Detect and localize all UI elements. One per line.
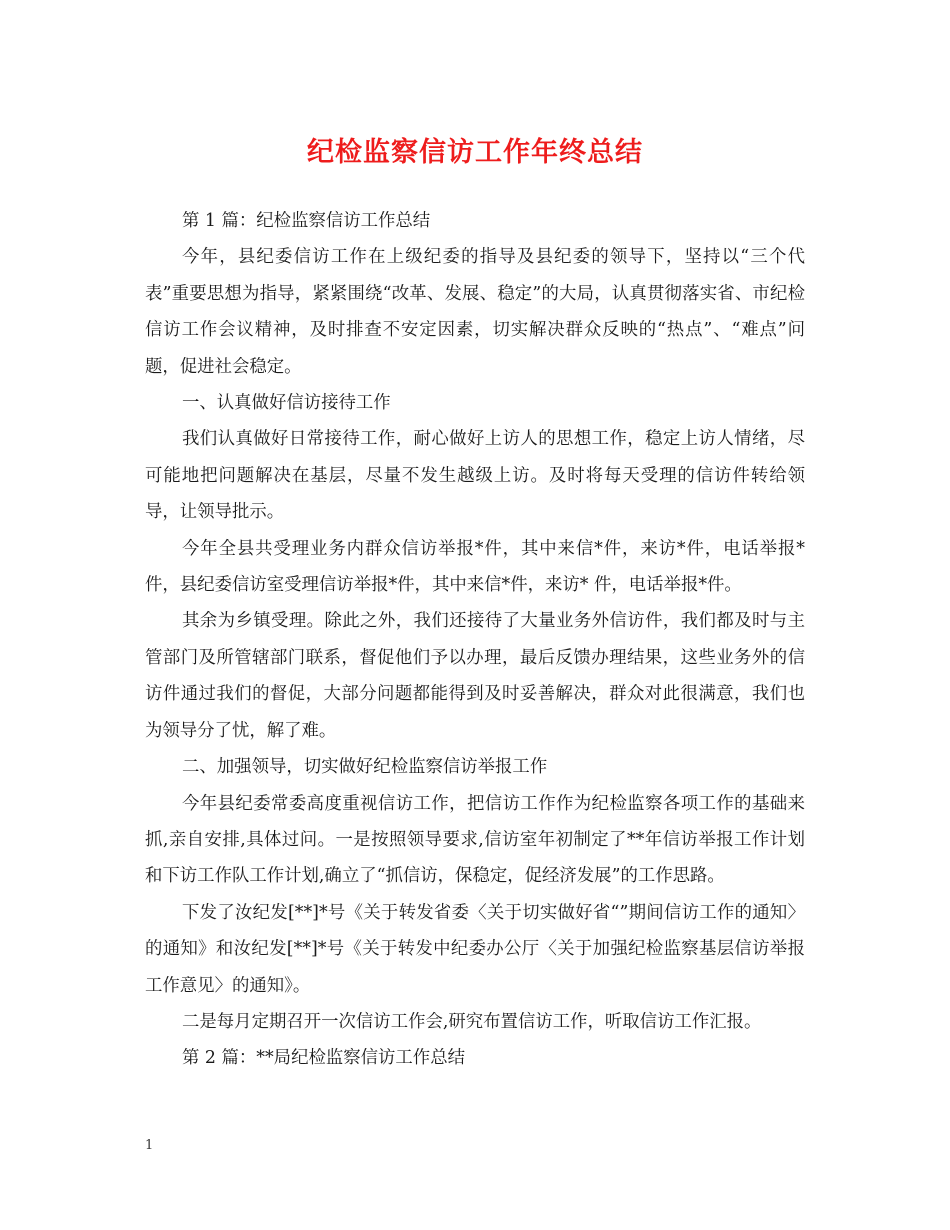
paragraph: 下发了汝纪发[**]*号《关于转发省委〈关于切实做好省“”期间信访工作的通知〉的通知》和汝纪发[**]*号《关于转发中纪委办公厅〈关于加强纪检监察基层信访举报工作意见〉的通知》。	[145, 902, 805, 996]
section-heading: 第 2 篇：**局纪检监察信访工作总结	[182, 1048, 465, 1069]
paragraph: 其余为乡镇受理。除此之外，我们还接待了大量业务外信访件，我们都及时与主管部门及所管辖部门联系，督促他们予以办理，最后反馈办理结果，这些业务外的信访件通过我们的督促，大部分问题都能得到及时妥善解决，群众对此很满意，我们也为领导分了忧，解了难。	[145, 611, 805, 741]
document-title: 纪检监察信访工作年终总结	[307, 137, 643, 168]
paragraph: 今年全县共受理业务内群众信访举报*件，其中来信*件，来访*件，电话举报*件，县纪委信访室受理信访举报*件，其中来信*件，来访* 件，电话举报*件。	[145, 538, 805, 596]
section-heading: 第 1 篇：纪检监察信访工作总结	[182, 211, 431, 231]
paragraph: 今年，县纪委信访工作在上级纪委的指导及县纪委的领导下，坚持以“三个代表”重要思想为指导，紧紧围绕“改革、发展、稳定”的大局，认真贯彻落实省、市纪检信访工作会议精神，及时排查不安定因素，切实解决群众反映的“热点”、“难点”问题，促进社会稳定。	[145, 247, 805, 377]
document-body	[145, 203, 805, 1077]
paragraph: 我们认真做好日常接待工作，耐心做好上访人的思想工作，稳定上访人情绪，尽可能地把问题解决在基层，尽量不发生越级上访。及时将每天受理的信访件转给领导，让领导批示。	[145, 429, 805, 523]
page-number: 1	[145, 1138, 154, 1153]
paragraph: 今年县纪委常委高度重视信访工作，把信访工作作为纪检监察各项工作的基础来抓,亲自安排,具体过问。一是按照领导要求,信访室年初制定了**年信访举报工作计划和下访工作队工作计划,确立了“抓信访，保稳定，促经济发展”的工作思路。	[145, 793, 805, 887]
section-heading: 二、加强领导，切实做好纪检监察信访举报工作	[182, 757, 548, 778]
section-heading: 一、认真做好信访接待工作	[182, 393, 391, 414]
paragraph: 二是每月定期召开一次信访工作会,研究布置信访工作，听取信访工作汇报。	[182, 1011, 762, 1032]
